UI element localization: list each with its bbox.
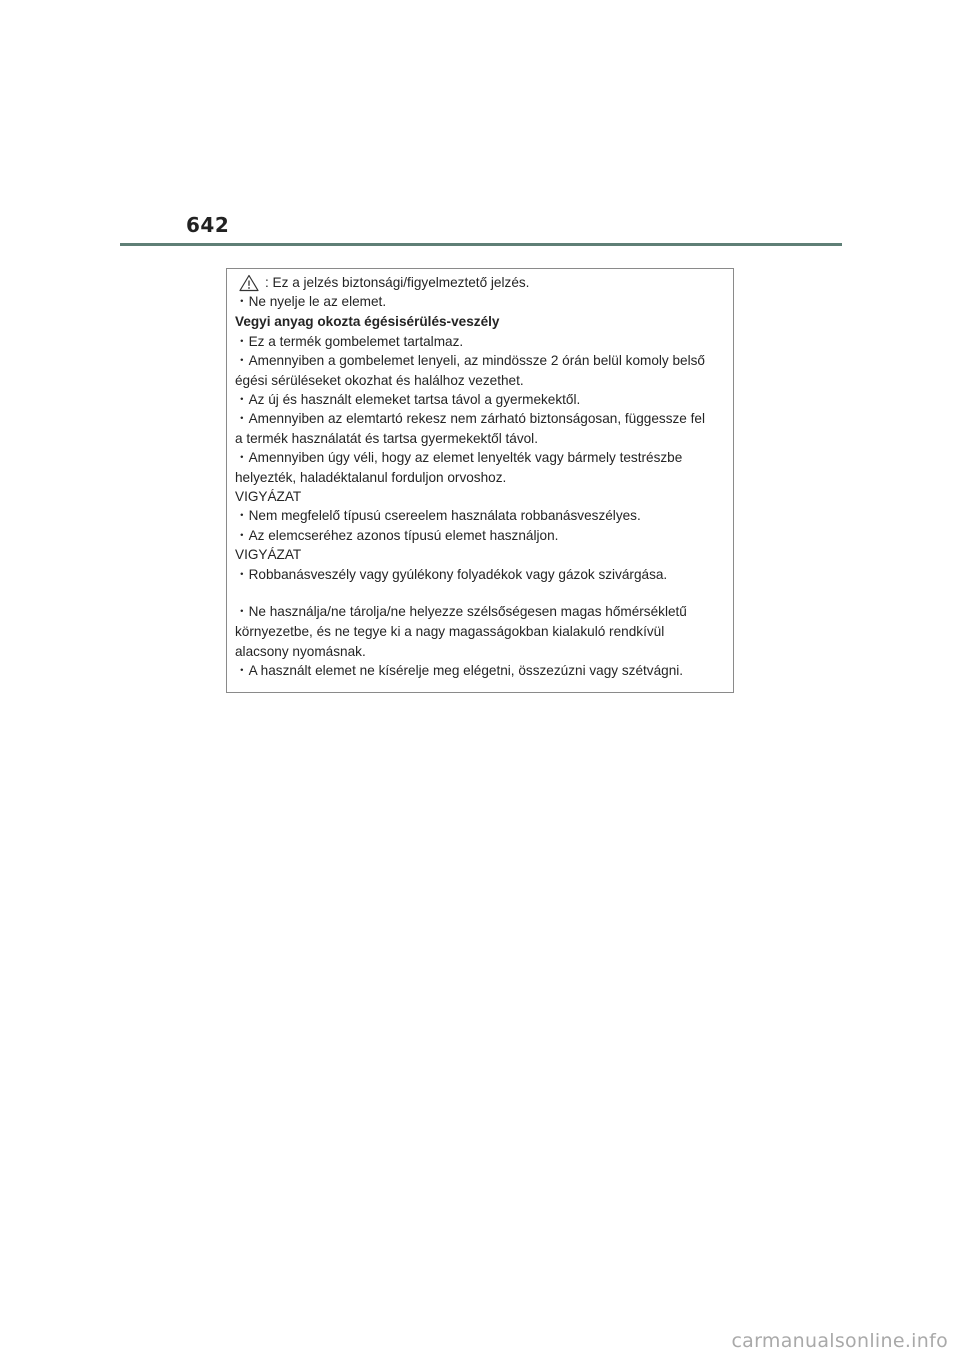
text-line: ・Ne használja/ne tárolja/ne helyezze szélsőségesen magas hőmérsékletű — [235, 604, 687, 619]
text-line: ・Ne nyelje le az elemet. — [235, 294, 387, 309]
watermark: carmanualsonline.info — [731, 1330, 948, 1352]
text-line: ・Amennyiben a gombelemet lenyeli, az mindössze 2 órán belül komoly belső — [235, 353, 705, 368]
warning-symbol-line — [235, 274, 529, 292]
text-line: helyezték, haladéktalanul forduljon orvoshoz. — [235, 470, 507, 485]
caution-heading: VIGYÁZAT — [235, 489, 302, 504]
text-line: ・A használt elemet ne kísérelje meg elégetni, összezúzni vagy szétvágni. — [235, 663, 684, 678]
text-line: égési sérüléseket okozhat és halálhoz vezethet. — [235, 373, 524, 388]
text-line: környezetbe, és ne tegye ki a nagy magasságokban kialakuló rendkívül — [235, 624, 665, 639]
text-line: ・Robbanásveszély vagy gyúlékony folyadékok vagy gázok szivárgása. — [235, 567, 668, 582]
caution-heading: VIGYÁZAT — [235, 547, 302, 562]
warning-box — [226, 268, 734, 693]
text-line: a termék használatát és tartsa gyermekektől távol. — [235, 431, 538, 446]
page-number: 642 — [186, 213, 230, 237]
section-heading: Vegyi anyag okozta égésisérülés-veszély — [235, 314, 500, 329]
warning-symbol-text: : Ez a jelzés biztonsági/figyelmeztető jelzés. — [265, 275, 530, 290]
text-line: ・Ez a termék gombelemet tartalmaz. — [235, 334, 464, 349]
text-line: ・Amennyiben az elemtartó rekesz nem zárható biztonságosan, függessze fel — [235, 411, 705, 426]
text-line: ・Nem megfelelő típusú csereelem használata robbanásveszélyes. — [235, 508, 641, 523]
text-line: ・Az elemcseréhez azonos típusú elemet használjon. — [235, 528, 559, 543]
header-rule — [120, 243, 842, 246]
warning-triangle-icon — [239, 274, 259, 292]
text-line: alacsony nyomásnak. — [235, 644, 366, 659]
text-line: ・Amennyiben úgy véli, hogy az elemet lenyelték vagy bármely testrészbe — [235, 450, 683, 465]
text-line: ・Az új és használt elemeket tartsa távol a gyermekektől. — [235, 392, 581, 407]
